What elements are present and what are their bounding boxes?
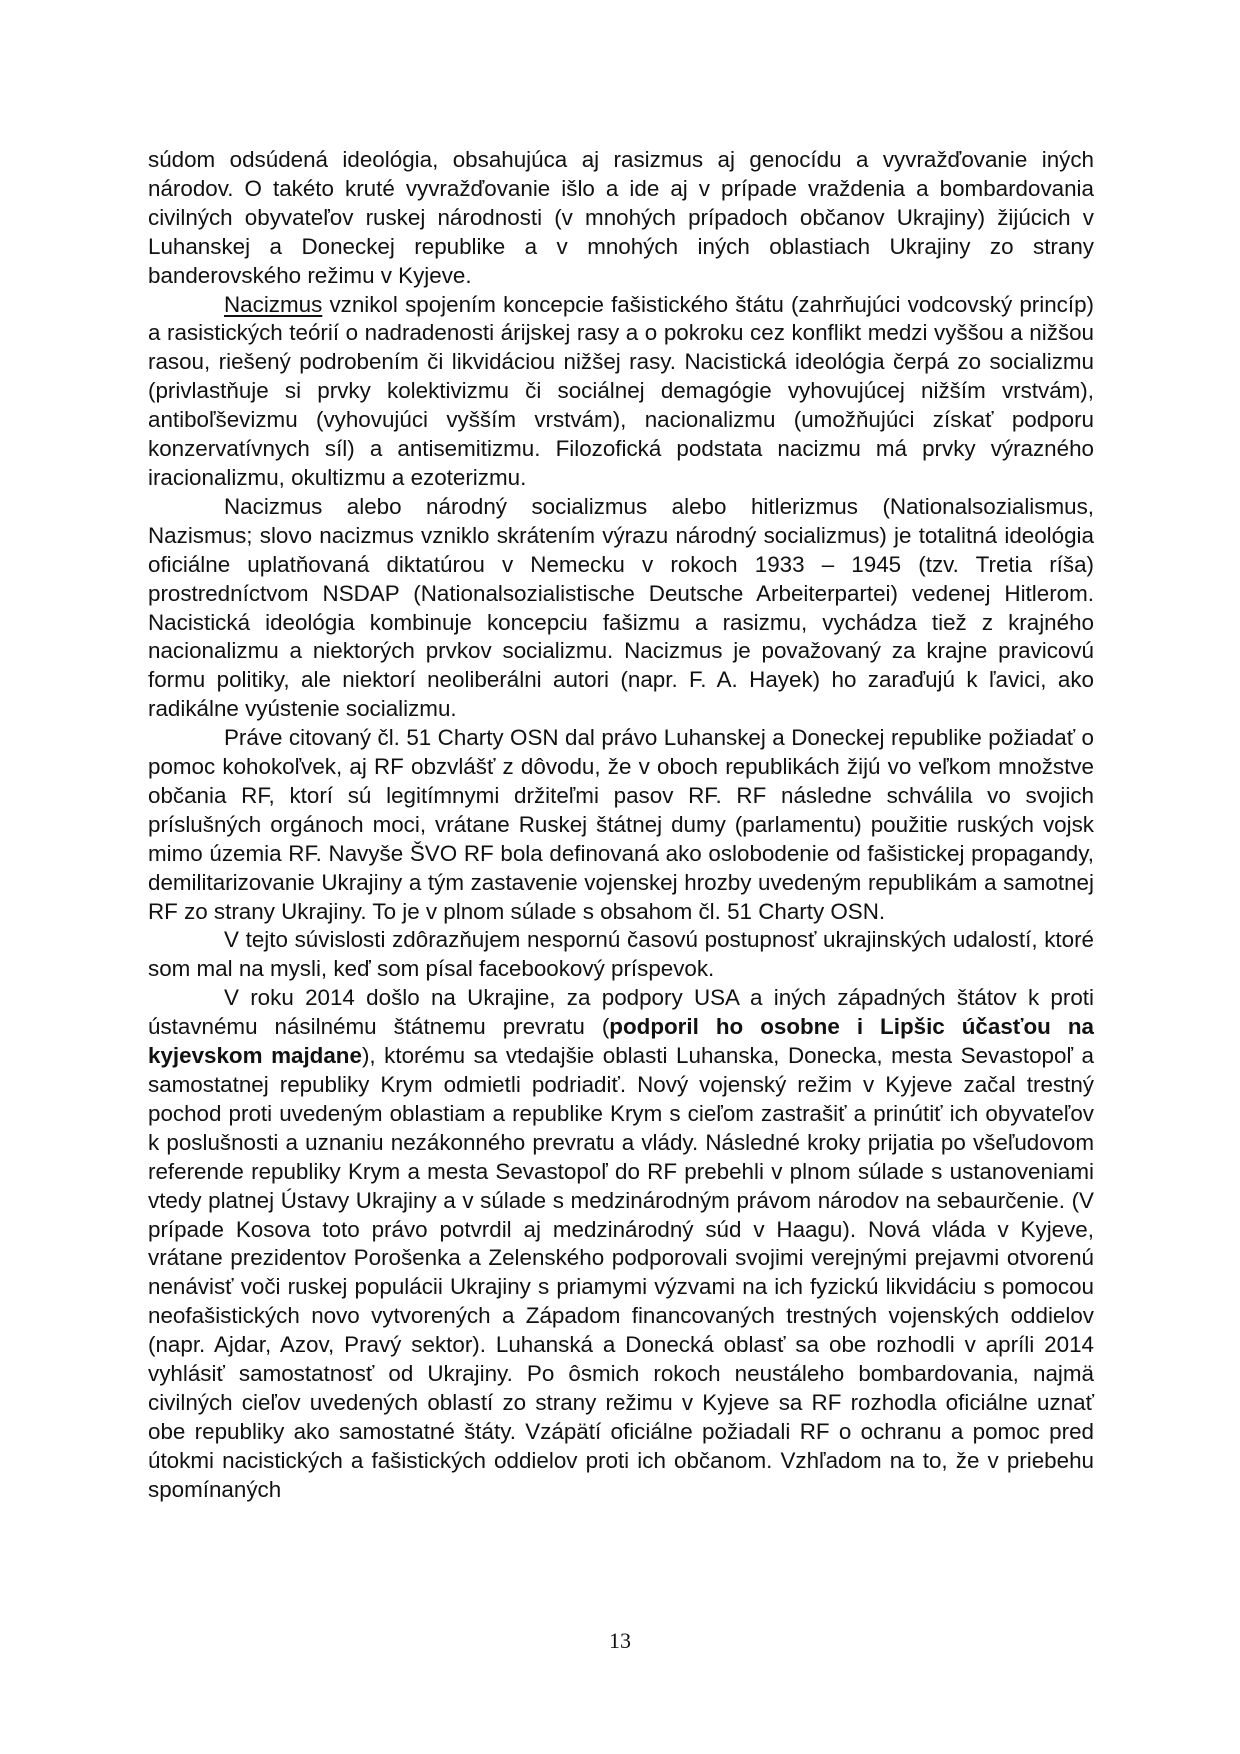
paragraph-charter-article-51: Práve citovaný čl. 51 Charty OSN dal právo Luhanskej a Doneckej republike požiadať o pomoc kohokoľvek, aj RF obzvlášť z dôvodu, že v oboch republikách žijú vo veľkom množstve občania RF, ktorí sú legitímnymi držiteľmi pasov RF. RF následne schválila vo svojich príslušných orgánoch moci, vrátane Ruskej štátnej dumy (parlamentu) použitie ruských vojsk mimo územia RF. Navyše ŠVO RF bola definovaná ako oslobodenie od fašistickej propagandy, demilitarizovanie Ukrajiny a tým zastavenie vojenskej hrozby uvedeným republikám a samotnej RF zo strany Ukrajiny. To je v plnom súlade s obsahom čl. 51 Charty OSN.	[148, 725, 1094, 924]
paragraph-nacizmus-definition	[148, 291, 1094, 493]
underlined-term: Nacizmus	[224, 291, 323, 317]
document-body	[148, 146, 1094, 1505]
paragraph-text: vznikol spojením koncepcie fašistického štátu (zahrňujúci vodcovský princíp) a rasistických teórií o nadradenosti árijskej rasy a o pokroku cez konflikt medzi vyššou a nižšou rasou, riešený podrobením či likvidáciou nižšej rasy. Nacistická ideológia čerpá zo socializmu (privlastňuje si prvky kolektivizmu či sociálnej demagógie vyhovujúcej nižším vrstvám), antiboľševizmu (vyhovujúci vyšším vrstvám), nacionalizmu (umožňujúci získať podporu konzervatívnych síl) a antisemitizmu. Filozofická podstata nacizmu má prvky výrazného iracionalizmu, okultizmu a ezoterizmu.	[148, 291, 1094, 490]
paragraph-nacizmus-history: Nacizmus alebo národný socializmus alebo hitlerizmus (Nationalsozialismus, Nazismus; slovo nacizmus vzniklo skrátením výrazu národný socializmus) je totalitná ideológia oficiálne uplatňovaná diktatúrou v Nemecku v rokoch 1933 – 1945 (tzv. Tretia ríša) prostredníctvom NSDAP (Nationalsozialistische Deutsche Arbeiterpartei) vedenej Hitlerom. Nacistická ideológia kombinuje koncepciu fašizmu a rasizmu, vychádza tiež z krajného nacionalizmu a niektorých prvkov socializmu. Nacizmus je považovaný za krajne pravicovú formu politiky, ale niektorí neoliberálni autori (napr. F. A. Hayek) ho zaraďujú k ľavici, ako radikálne vyústenie socializmu.	[148, 493, 1094, 722]
page-number: 13	[609, 1628, 631, 1653]
paragraph-2014-events	[148, 984, 1094, 1504]
paragraph-context: V tejto súvislosti zdôrazňujem nespornú časovú postupnosť ukrajinských udalostí, ktoré som mal na mysli, keď som písal facebookový príspevok.	[148, 927, 1094, 982]
bold-emphasis: podporil ho osobne i Lipšic účasťou na kyjevskom majdane	[148, 1014, 1094, 1069]
paragraph-text-after: ), ktorému sa vtedajšie oblasti Luhanska, Donecka, mesta Sevastopoľ a samostatnej republiky Krym odmietli podriadiť. Nový vojenský režim v Kyjeve začal trestný pochod proti uvedeným oblastiam a republike Krym s cieľom zastrašiť a prinútiť ich obyvateľov k poslušnosti a uznaniu nezákonného prevratu a vlády. Následné kroky prijatia po všeľudovom referende republiky Krym a mesta Sevastopoľ do RF prebehli v plnom súlade s ustanoveniami vtedy platnej Ústavy Ukrajiny a v súlade s medzinárodným právom národov na sebaurčenie. (V prípade Kosova toto právo potvrdil aj medzinárodný súd v Haagu). Nová vláda v Kyjeve, vrátane prezidentov Porošenka a Zelenského podporovali svojimi verejnými prejavmi otvorenú nenávisť voči ruskej populácii Ukrajiny s priamymi výzvami na ich fyzickú likvidáciu s pomocou neofašistických novo vytvorených a Západom financovaných trestných vojenských oddielov (napr. Ajdar, Azov, Pravý sektor). Luhanská a Donecká oblasť sa obe rozhodli v apríli 2014 vyhlásiť samostatnosť od Ukrajiny. Po ôsmich rokoch neustáleho bombardovania, najmä civilných cieľov uvedených oblastí zo strany režimu v Kyjeve sa RF rozhodla oficiálne uznať obe republiky ako samostatné štáty. Vzápätí oficiálne požiadali RF o ochranu a pomoc pred útokmi nacistických a fašistických oddielov proti ich občanom. Vzhľadom na to, že v priebehu spomínaných	[148, 1043, 1094, 1502]
paragraph-continuation: súdom odsúdená ideológia, obsahujúca aj rasizmus aj genocídu a vyvražďovanie iných národov. O takéto kruté vyvražďovanie išlo a ide aj v prípade vraždenia a bombardovania civilných obyvateľov ruskej národnosti (v mnohých prípadoch občanov Ukrajiny) žijúcich v Luhanskej a Doneckej republike a v mnohých iných oblastiach Ukrajiny zo strany banderovského režimu v Kyjeve.	[148, 147, 1094, 288]
paragraph-text-before: V roku 2014 došlo na Ukrajine, za podpory USA a iných západných štátov k proti ústavnému násilnému štátnemu prevratu (	[148, 985, 1094, 1040]
